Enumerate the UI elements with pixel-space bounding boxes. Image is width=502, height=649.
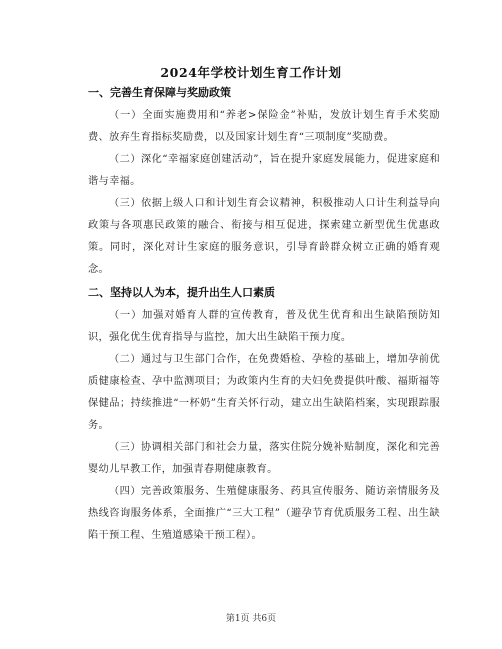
page-footer: 第1页 共6页 bbox=[225, 614, 277, 624]
document-title: 2024年学校计划生育工作计划 bbox=[160, 65, 342, 80]
paragraph: （一）全面实施费用和“养老>保险金”补贴，发放计划生育手术奖励费、放弃生育指标奖励费，以及国家计划生育“三项制度”奖励费。 bbox=[88, 110, 440, 143]
section-1 bbox=[88, 83, 440, 281]
section-heading: 二、坚持以人为本，提升出生人口素质 bbox=[88, 286, 275, 299]
document-body bbox=[88, 83, 440, 547]
section-heading: 一、完善生育保障与奖励政策 bbox=[88, 86, 231, 99]
paragraph: （二）通过与卫生部门合作，在免费婚检、孕检的基础上，增加孕前优质健康检查、孕中监测项目；为政策内生育的夫妇免费提供叶酸、福斯福等保健品；持续推进“一杯奶”生育关怀行动，建立出生缺陷档案，实现跟踪服务。 bbox=[88, 354, 440, 431]
paragraph: （三）依据上级人口和计划生育会议精神，积极推动人口计生利益导向政策与各项惠民政策的融合、衔接与相互促进，探索建立新型优生优惠政策。同时，深化对计生家庭的服务意识，引导育龄群众树立正确的婚育观念。 bbox=[88, 198, 440, 275]
paragraph: （二）深化“幸福家庭创建活动”，旨在提升家庭发展能力，促进家庭和谐与幸福。 bbox=[88, 154, 440, 187]
paragraph: （四）完善政策服务、生殖健康服务、药具宣传服务、随访亲情服务及热线咨询服务体系，全面推广“三大工程”（避孕节育优质服务工程、出生缺陷干预工程、生殖道感染干预工程）。 bbox=[88, 486, 440, 541]
paragraph: （三）协调相关部门和社会力量，落实住院分娩补贴制度，深化和完善婴幼儿早教工作，加强青春期健康教育。 bbox=[88, 442, 440, 475]
paragraph: （一）加强对婚育人群的宣传教育，普及优生优育和出生缺陷预防知识，强化优生优育指导与监控，加大出生缺陷干预力度。 bbox=[88, 310, 440, 343]
section-2 bbox=[88, 283, 440, 547]
